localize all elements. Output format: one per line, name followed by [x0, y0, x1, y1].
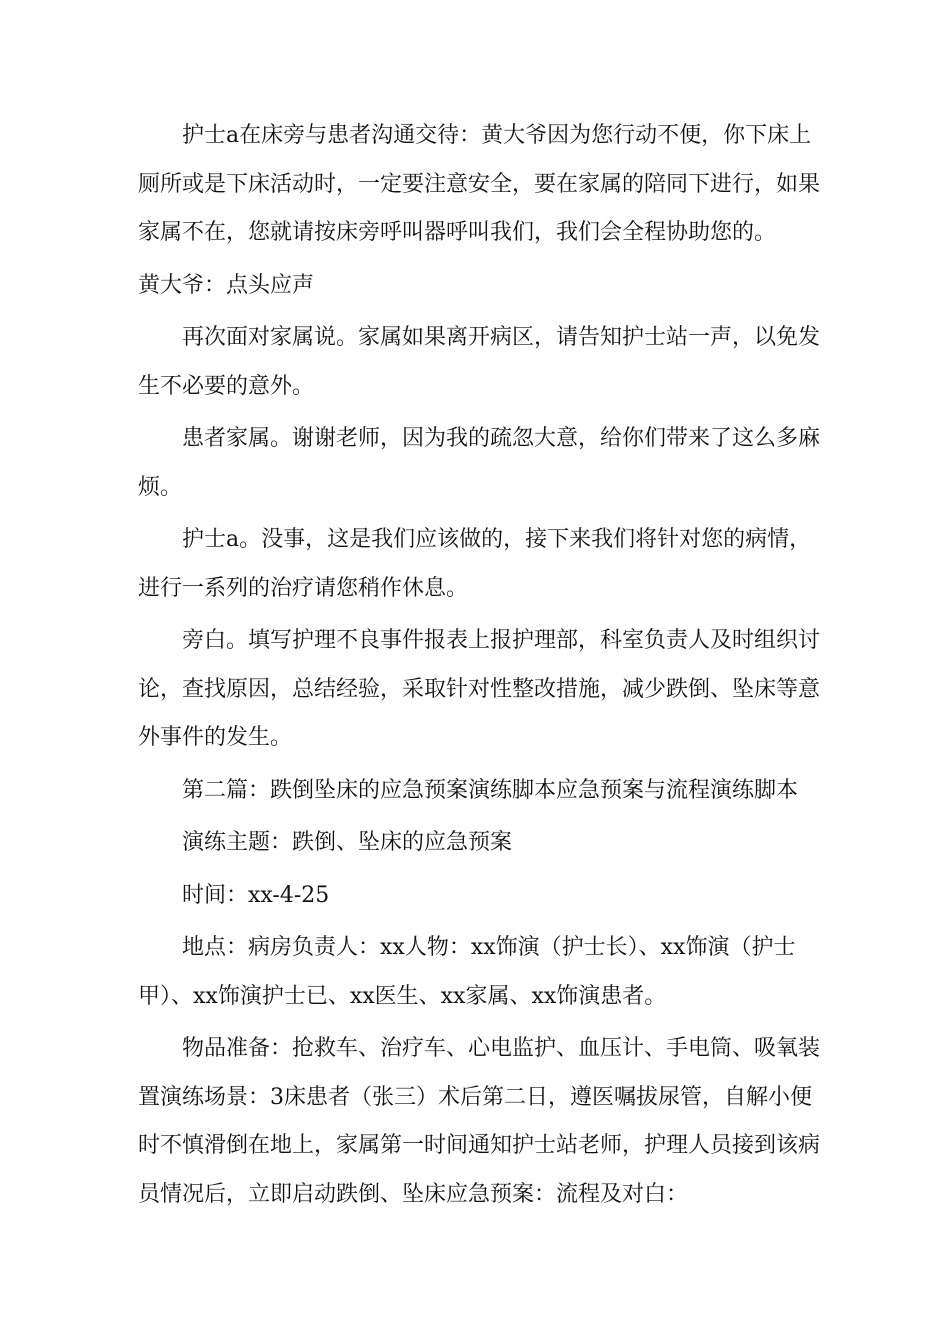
paragraph-nurse-response: 护士a。没事，这是我们应该做的，接下来我们将针对您的病情，进行一系列的治疗请您稍作休息。	[138, 527, 812, 601]
drill-time: 时间：xx-4-25	[182, 882, 330, 908]
drill-theme: 演练主题：跌倒、坠床的应急预案	[182, 830, 513, 855]
paragraph-family-notice: 再次面对家属说。家属如果离开病区，请告知护士站一声，以免发生不必要的意外。	[138, 325, 821, 399]
paragraph-narration: 旁白。填写护理不良事件报表上报护理部，科室负责人及时组织讨论，查找原因，总结经验，采取针对性整改措施，减少跌倒、坠床等意外事件的发生。	[138, 628, 821, 750]
drill-materials-scene: 物品准备：抢救车、治疗车、心电监护、血压计、手电筒、吸氧装置演练场景：3床患者（张三）术后第二日，遵医嘱拔尿管，自解小便时不慎滑倒在地上，家属第一时间通知护士站老师，护理人员接到该病员情况后，立即启动跌倒、坠床应急预案：流程及对白：	[138, 1036, 821, 1207]
document-page	[138, 112, 828, 1223]
drill-location-roles: 地点：病房负责人：xx人物：xx饰演（护士长）、xx饰演（护士甲）、xx饰演护士已、xx医生、xx家属、xx饰演患者。	[138, 935, 796, 1009]
paragraph-nurse-instruction: 护士a在床旁与患者沟通交待：黄大爷因为您行动不便，你下床上厕所或是下床活动时，一定要注意安全，要在家属的陪同下进行，如果家属不在，您就请按床旁呼叫器呼叫我们，我们会全程协助您的。	[138, 123, 821, 245]
paragraph-patient-reply: 黄大爷：点头应声	[138, 272, 315, 298]
paragraph-family-thanks: 患者家属。谢谢老师，因为我的疏忽大意，给你们带来了这么多麻烦。	[138, 426, 821, 500]
section-heading: 第二篇：跌倒坠床的应急预案演练脚本应急预案与流程演练脚本	[182, 777, 799, 803]
